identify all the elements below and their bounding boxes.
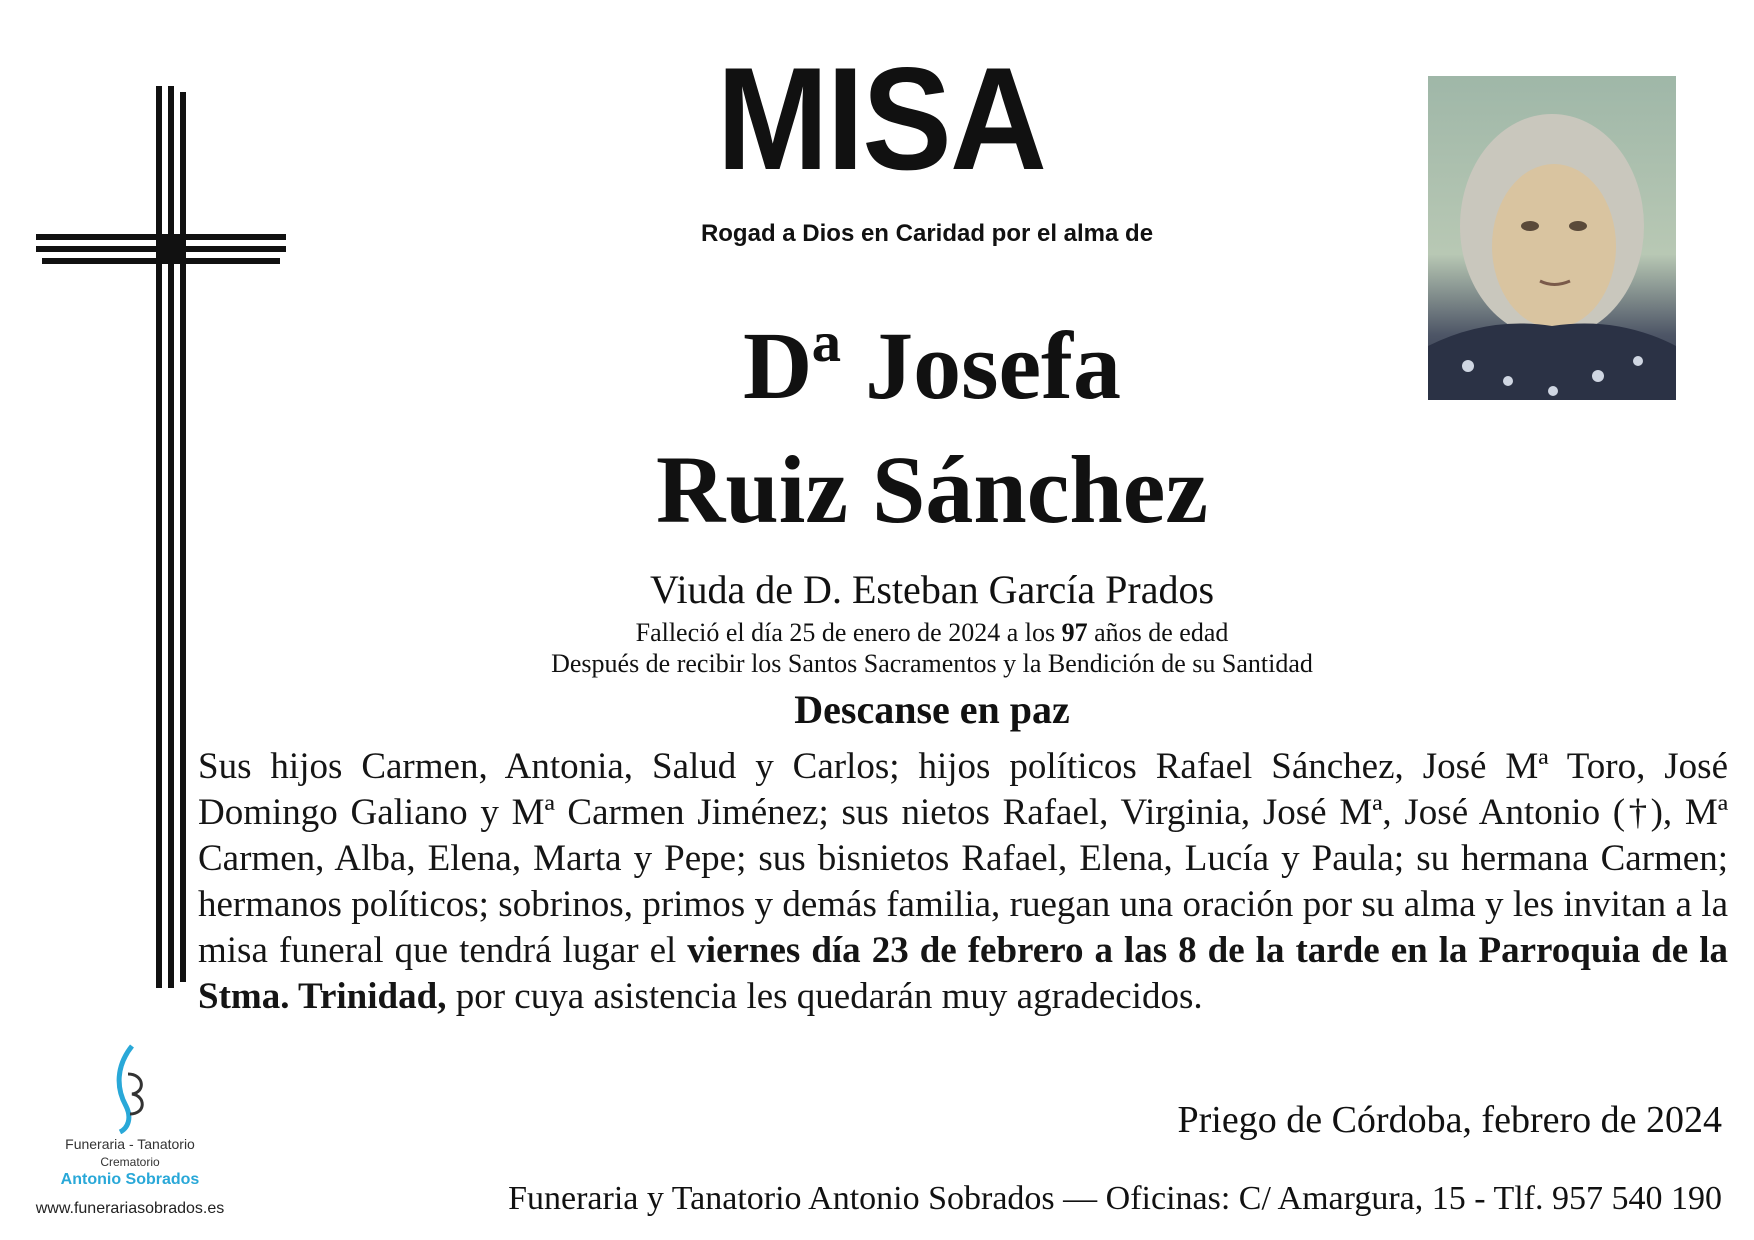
page-title: MISA bbox=[716, 37, 1046, 200]
widow-of: Viuda de D. Esteban García Prados bbox=[649, 567, 1215, 612]
sacraments-line: Después de recibir los Santos Sacramentos y la Bendición de su Santidad bbox=[551, 649, 1313, 678]
deceased-name-line1: Dª Josefa bbox=[742, 312, 1122, 419]
logo-mark-icon bbox=[102, 1044, 158, 1134]
logo-line1: Funeraria - Tanatorio bbox=[65, 1136, 195, 1152]
announcement-bold: viernes día 23 de febrero a las 8 de la tarde en la Parroquia de la Stma. Trinidad, bbox=[198, 930, 1729, 1017]
died-suffix: años de edad bbox=[1087, 618, 1229, 647]
website-link[interactable]: www.funerariasobrados.es bbox=[35, 1200, 225, 1217]
logo-line3: Antonio Sobrados bbox=[60, 1171, 200, 1188]
age: 97 bbox=[1061, 618, 1088, 647]
deceased-name-line2: Ruiz Sánchez bbox=[656, 436, 1208, 543]
announcement-text bbox=[198, 744, 1728, 1020]
subtitle: Rogad a Dios en Caridad por el alma de bbox=[700, 220, 1154, 247]
death-details bbox=[0, 619, 1754, 648]
place-date: Priego de Córdoba, febrero de 2024 bbox=[1177, 1099, 1722, 1141]
announcement-part2: por cuya asistencia les quedarán muy agradecidos. bbox=[446, 976, 1203, 1017]
logo-line2: Crematorio bbox=[100, 1155, 160, 1169]
announcement-part1: Sus hijos Carmen, Antonia, Salud y Carlos; hijos políticos Rafael Sánchez, José Mª Toro, José Domingo Galiano y Mª Carmen Jiménez; sus nietos Rafael, Virginia, José Mª, José Antonio (†), Mª Carmen, Alba, Elena, Marta y Pepe; sus bisnietos Rafael, Elena, Lucía y Paula; su hermana Carmen; hermanos políticos; sobrinos, primos y demás familia, ruegan una oración por su alma y les invitan a la misa funeral que tendrá lugar el bbox=[198, 746, 1728, 971]
funeral-home-logo bbox=[30, 1044, 230, 1234]
died-prefix: Falleció el día 25 de enero de 2024 a los bbox=[635, 618, 1062, 647]
rest-in-peace: Descanse en paz bbox=[794, 687, 1070, 732]
footer-contact: Funeraria y Tanatorio Antonio Sobrados — Oficinas: C/ Amargura, 15 - Tlf. 957 540 190 bbox=[508, 1180, 1722, 1217]
